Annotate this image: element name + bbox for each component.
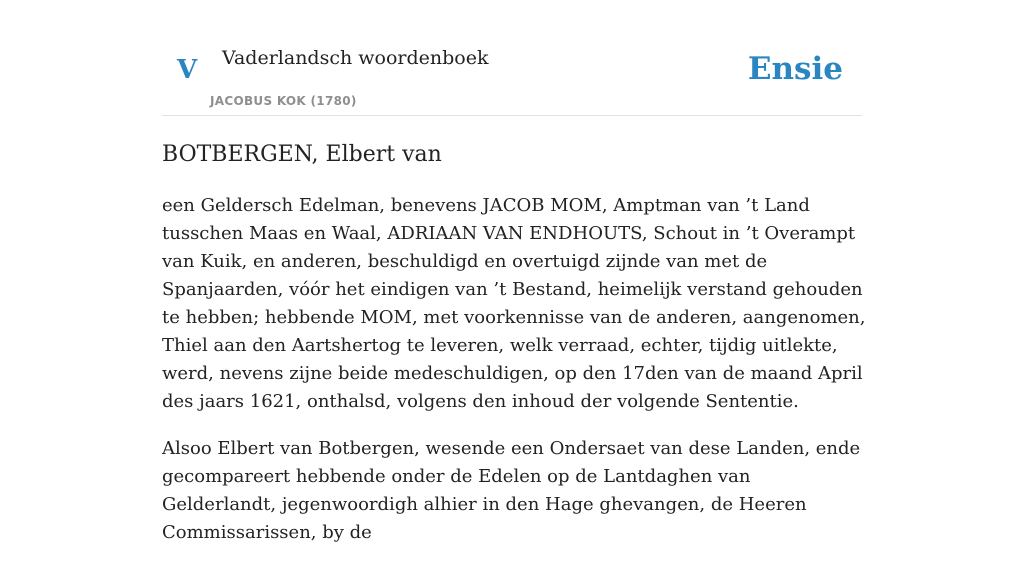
entry-body bbox=[162, 192, 867, 566]
book-title-link[interactable]: Vaderlandsch woordenboek bbox=[222, 47, 489, 69]
ensie-logo-link[interactable]: Ensie bbox=[747, 51, 843, 87]
book-author: JACOBUS KOK (1780) bbox=[210, 94, 357, 108]
entry-title: BOTBERGEN, Elbert van bbox=[162, 142, 442, 167]
entry-paragraph: Alsoo Elbert van Botbergen, wesende een Ondersaet van dese Landen, ende gecompareert hebbende onder de Edelen op de Lantdaghen van Gelderlandt, jegenwoordigh alhier in den Hage ghevangen, de Heeren Commissarissen, by de bbox=[162, 438, 861, 543]
entry-paragraph: een Geldersch Edelman, benevens JACOB MOM, Amptman van ’t Land tusschen Maas en Waal, ADRIAAN VAN ENDHOUTS, Schout in ’t Overampt van Kuik, en anderen, beschuldigd en overtuigd zijnde van met de Spanjaarden, vóór het eindigen van ’t Bestand, heimelijk verstand gehouden te hebben; hebbende MOM, met voorkennisse van de anderen, aangenomen, Thiel aan den Aartshertog te leveren, welk verraad, echter, tijdig uitlekte, werd, nevens zijne beide medeschuldigen, op den 17den van de maand April des jaars 1621, onthalsd, volgens den inhoud der volgende Sententie. bbox=[162, 195, 866, 412]
index-letter[interactable]: V bbox=[177, 55, 198, 85]
book-header bbox=[162, 0, 862, 116]
